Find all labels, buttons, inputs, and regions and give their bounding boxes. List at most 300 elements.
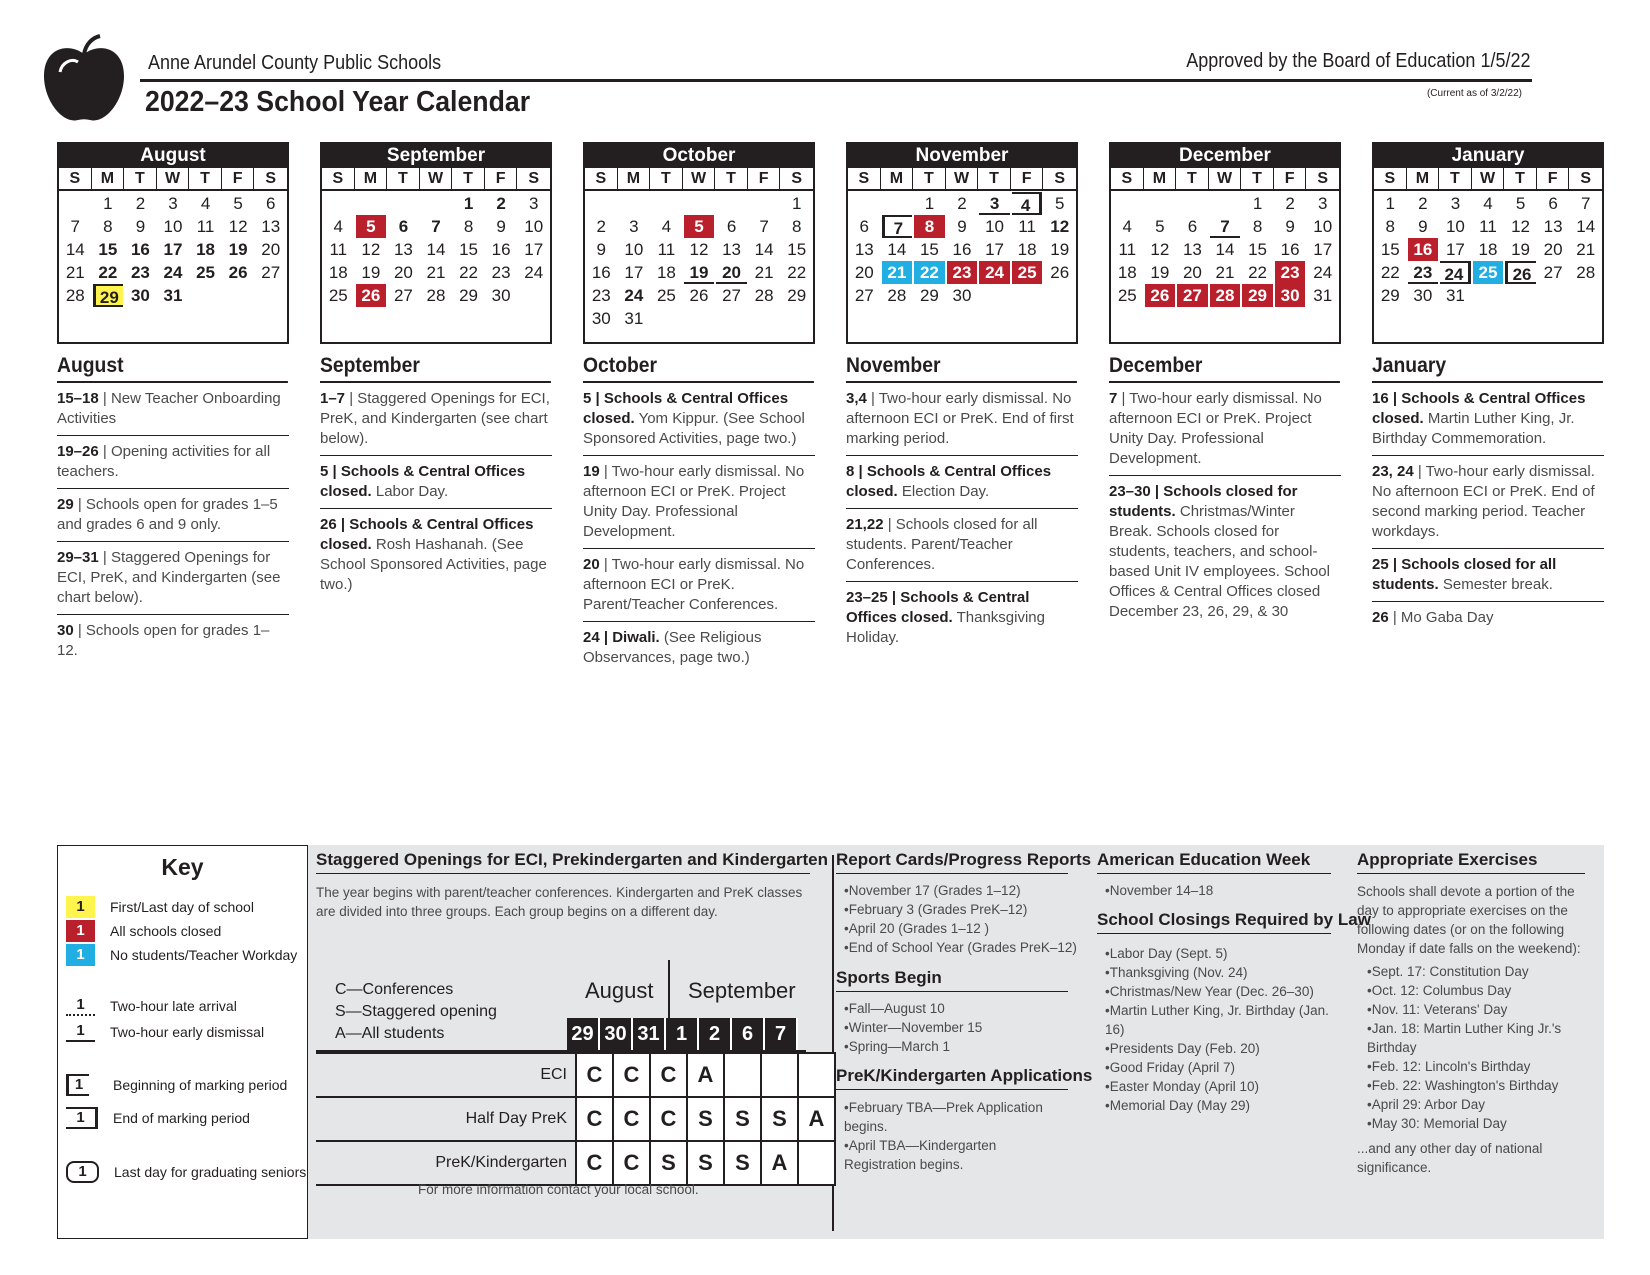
day-cell: 19 [1050,240,1070,259]
bullet-item: • Spring—March 1 [844,1037,982,1056]
bullet-item: • April TBA—Kindergarten Registration begins. [844,1136,1064,1174]
day-cell: 19 [361,263,381,282]
staggered-cell: C [576,1053,613,1097]
note-date: 21,22 [846,516,884,533]
empty-cell [421,192,452,215]
staggered-row [316,1053,835,1097]
day-cell: 4 [333,217,344,236]
month-calendar [846,142,1078,344]
day-cell: 5 [356,215,387,238]
note-item [583,622,815,674]
day-cell: 3 [168,194,178,213]
notes-month-title: January [1372,354,1603,383]
month-divider [668,960,670,1018]
dotted-underline-icon: 1 [66,996,95,1016]
note-text: Yom Kippur. (See School Sponsored Activities, page two.) [583,410,805,447]
weekday-header: T [913,168,946,191]
prek-apps-title: PreK/Kindergarten Applications [836,1066,1068,1090]
note-date: 3,4 [846,390,867,407]
day-cell: 18 [1017,240,1037,259]
day-cell: 14 [887,240,907,259]
note-item [1372,456,1604,549]
notes-column [1109,354,1341,628]
day-cell: 19 [684,261,715,284]
day-cell: 5 [1515,194,1526,213]
note-text: | Two-hour early dismissal. No afternoon ECI or PreK. Project Unity Day. Professional Development. [1109,390,1322,467]
day-cell: 15 [919,240,939,259]
note-item [583,383,815,456]
row-label: Half Day PreK [316,1097,576,1141]
note-date: 19–26 [57,443,99,460]
note-date: 20 [583,556,600,573]
day-cell: 28 [65,286,85,305]
current-as-of: (Current as of 3/2/22) [1426,88,1522,99]
notes-month-title: October [583,354,814,383]
month-calendar [1109,142,1341,344]
month-calendar [320,142,552,344]
staggered-day: 7 [765,1018,798,1050]
day-cell: 11 [1118,240,1137,259]
day-cell: 20 [393,263,413,282]
aew-list [1105,881,1213,900]
key-label: End of marking period [113,1110,250,1126]
weekday-header: S [322,168,355,191]
day-cell: 1 [1385,194,1396,213]
note-date: 30 [57,622,74,639]
note-text: | Staggered Openings for ECI, PreK, and Kindergarten (see chart below). [57,549,281,606]
staggered-cell: S [724,1097,761,1141]
day-cell: 28 [1576,263,1596,282]
closings-list [1105,944,1335,1115]
note-text: Semester break. [1438,576,1553,593]
aew-title: American Education Week [1097,850,1331,874]
key-swatch-blue: 1 [66,944,95,966]
day-cell: 9 [596,240,607,259]
note-date: 23–25 | Schools & Central Offices closed. [846,589,1030,626]
day-cell: 22 [98,263,118,282]
day-cell: 1 [791,194,802,213]
day-cell: 4 [1012,192,1043,215]
empty-cell [388,192,419,215]
day-cell: 29 [787,286,807,305]
day-cell: 20 [1543,240,1563,259]
notes-month-title: September [320,354,551,383]
bullet-item: • End of School Year (Grades PreK–12) [844,938,1077,957]
day-cell: 26 [1050,263,1070,282]
note-date: 8 | Schools & Central Offices closed. [846,463,1052,500]
empty-cell [716,192,747,215]
bullet-item: • February TBA—Prek Application begins. [844,1098,1064,1136]
key-first-last [66,896,254,918]
day-cell: 23 [130,263,150,282]
rounded-box-icon: 1 [66,1161,99,1183]
note-date: 7 [1109,390,1118,407]
notes-column [846,354,1078,654]
exercises-list [1367,962,1589,1133]
staggered-legend [335,979,497,1045]
day-cell: 2 [957,194,967,213]
report-cards-list [844,881,1077,957]
staggered-cell: C [576,1097,613,1141]
note-item [320,383,552,456]
day-cell: 30 [952,286,972,305]
weekday-header: W [683,168,716,191]
empty-cell [651,192,682,215]
day-cell: 12 [1511,217,1531,236]
day-cell: 25 [328,286,348,305]
weekday-header: T [124,168,157,191]
note-text: | Schools open for grades 1–5 and grades 6 and 9 only. [57,496,278,533]
staggered-day: 1 [666,1018,699,1050]
month-calendar [57,142,289,344]
day-cell: 5 [1054,194,1065,213]
exercises-desc: Schools shall devote a portion of the day to appropriate exercises on the following dates (or on the following Monday if date falls on the weekend): [1357,884,1581,956]
note-date: 23, 24 [1372,463,1414,480]
day-cell: 29 [1380,286,1400,305]
org-name: Anne Arundel County Public Schools [148,52,442,74]
day-cell: 6 [265,194,276,213]
day-cell: 25 [1473,261,1504,284]
day-cell: 31 [624,309,644,328]
day-cell: 10 [1313,217,1333,236]
staggered-cell: C [613,1141,650,1185]
day-cell: 19 [1150,263,1170,282]
notes-column [583,354,815,674]
underline-icon: 1 [66,1022,95,1042]
note-item [846,383,1078,456]
day-cell: 25 [1117,286,1137,305]
key-early-dismissal [66,1022,264,1042]
note-text: | Schools closed for all students. Parent/Teacher Conferences. [846,516,1038,573]
day-cell: 24 [524,263,544,282]
note-date: 23–30 | Schools closed for students. [1109,483,1298,520]
staggered-cell: A [798,1097,835,1141]
staggered-day: 30 [600,1018,633,1050]
day-cell: 1 [463,194,474,213]
day-cell: 29 [93,284,124,307]
weekday-header: T [189,168,222,191]
prek-apps-list [844,1098,1064,1174]
day-cell: 27 [1177,284,1208,307]
key-swatch-red: 1 [66,920,95,942]
staggered-cell: A [687,1053,724,1097]
weekday-header: M [881,168,914,191]
empty-cell [749,192,780,215]
weekday-header: F [1274,168,1307,191]
weekday-header: S [1374,168,1407,191]
day-cell: 25 [196,263,216,282]
bullet-item: • February 3 (Grades PreK–12) [844,900,1077,919]
bullet-item: • November 17 (Grades 1–12) [844,881,1077,900]
day-cell: 26 [1145,284,1176,307]
day-cell: 16 [491,240,511,259]
day-cell: 19 [1511,240,1531,259]
day-cell: 2 [135,194,146,213]
weekday-header: M [1407,168,1440,191]
notes-month-title: December [1109,354,1340,383]
staggered-footer: For more information contact your local school. [418,1182,699,1197]
weekday-header: T [387,168,420,191]
staggered-row [316,1141,835,1185]
day-cell: 15 [459,240,479,259]
day-cell: 12 [1050,217,1070,236]
bullet-item: • Presidents Day (Feb. 20) [1105,1039,1335,1058]
note-text: | Mo Gaba Day [1388,609,1494,626]
key-late-arrival [66,996,237,1016]
day-cell: 27 [722,286,742,305]
left-bracket-icon: 1 [66,1074,89,1096]
day-cell: 21 [426,263,446,282]
staggered-cell: S [724,1141,761,1185]
key-title: Key [161,854,204,880]
key-no-students [66,944,297,966]
staggered-day: 6 [732,1018,765,1050]
legend-conferences: C—Conferences [335,981,454,998]
bullet-item: • Winter—November 15 [844,1018,982,1037]
bullet-item: • April 29: Arbor Day [1367,1095,1589,1114]
weekday-header: W [1472,168,1505,191]
note-text: Election Day. [897,483,990,500]
staggered-table [316,1052,836,1186]
empty-cell [619,192,650,215]
staggered-cell: C [576,1141,613,1185]
note-item [57,383,289,436]
day-cell: 15 [787,240,807,259]
note-text: Rosh Hashanah. (See School Sponsored Activities, page two.) [320,536,547,593]
key-label: Beginning of marking period [113,1077,288,1093]
day-cell: 26 [228,263,248,282]
day-cell: 24 [624,286,644,305]
day-cell: 23 [491,263,511,282]
key-label: All schools closed [110,923,222,939]
approval-note: Approved by the Board of Education 1/5/22 [1185,50,1530,72]
day-cell: 8 [1252,217,1263,236]
day-cell: 10 [524,217,544,236]
apple-logo-icon [38,34,130,126]
staggered-desc: The year begins with parent/teacher conferences. Kindergarten and PreK classes are divided into three groups. Each group begins on a different day. [316,885,803,919]
note-text: | Two-hour early dismissal. No afternoon ECI or PreK. End of second marking period. Teacher workdays. [1372,463,1595,540]
day-cell: 3 [1450,194,1461,213]
note-date: 15–18 [57,390,99,407]
note-item [846,582,1078,654]
note-item [57,615,289,667]
day-cell: 18 [1117,263,1137,282]
weekday-header: S [517,168,550,191]
day-cell: 21 [1576,240,1596,259]
day-cell: 13 [261,217,281,236]
weekday-header: M [92,168,125,191]
weekday-header: T [1439,168,1472,191]
note-item [1372,549,1604,602]
day-cell: 20 [716,261,747,284]
empty-cell [1145,192,1176,215]
bullet-item: • November 14–18 [1105,881,1213,900]
day-cell: 2 [1285,194,1295,213]
legend-all-students: A—All students [335,1025,445,1042]
day-cell: 1 [103,194,113,213]
weekday-header: S [1306,168,1339,191]
day-cell: 8 [463,217,474,236]
day-cell: 17 [1313,240,1333,259]
day-cell: 3 [1317,194,1328,213]
note-item [1109,476,1341,628]
day-cell: 12 [361,240,381,259]
day-cell: 6 [726,217,737,236]
row-label: ECI [316,1053,576,1097]
note-date: 26 [1372,609,1389,626]
key-label: Two-hour late arrival [110,998,237,1014]
day-cell: 16 [1408,238,1439,261]
day-cell: 17 [163,240,183,259]
day-cell: 11 [657,240,676,259]
weekday-header: M [355,168,388,191]
bullet-item: • Memorial Day (May 29) [1105,1096,1335,1115]
day-cell: 13 [854,240,874,259]
note-date: 26 | Schools & Central Offices closed. [320,516,534,553]
day-cell: 15 [1248,240,1268,259]
day-cell: 30 [591,309,611,328]
note-text: Labor Day. [371,483,449,500]
day-cell: 28 [1210,284,1241,307]
bullet-item: • Sept. 17: Constitution Day [1367,962,1589,981]
note-item [57,489,289,542]
staggered-cell [761,1053,798,1097]
day-cell: 9 [135,217,146,236]
staggered-day: 31 [633,1018,666,1050]
note-date: 25 | Schools closed for all students. [1372,556,1557,593]
day-cell: 11 [1018,217,1036,236]
day-cell: 23 [947,261,978,284]
day-cell: 25 [1012,261,1043,284]
day-cell: 20 [854,263,874,282]
weekday-header: M [618,168,651,191]
day-cell: 21 [1215,263,1235,282]
day-cell: 7 [70,217,81,236]
weekday-header: F [485,168,518,191]
weekday-header: F [1011,168,1044,191]
day-cell: 2 [496,194,506,213]
day-cell: 5 [233,194,243,213]
day-cell: 22 [459,263,479,282]
day-cell: 10 [1445,217,1465,236]
weekday-header: S [1043,168,1076,191]
day-cell: 5 [1155,217,1165,236]
month-name: October [585,144,813,168]
day-cell: 6 [398,217,409,236]
day-cell: 6 [859,217,870,236]
day-cell: 14 [1576,217,1596,236]
staggered-cell: C [613,1097,650,1141]
day-cell: 10 [624,240,644,259]
bullet-item: • Oct. 12: Columbus Day [1367,981,1589,1000]
bullet-item: • Fall—August 10 [844,999,982,1018]
staggered-cell: A [761,1141,798,1185]
day-cell: 12 [689,240,709,259]
day-cell: 7 [759,217,769,236]
day-cell: 22 [1380,263,1400,282]
key-begin-mp [66,1074,287,1096]
sports-title: Sports Begin [836,968,1068,992]
day-cell: 18 [196,240,216,259]
day-cell: 16 [1280,240,1300,259]
bullet-item: • Thanksgiving (Nov. 24) [1105,963,1335,982]
day-cell: 26 [689,286,709,305]
note-text: | Opening activities for all teachers. [57,443,271,480]
day-cell: 9 [1285,217,1295,236]
day-cell: 13 [1543,217,1563,236]
day-cell: 11 [1479,217,1497,236]
weekday-header: T [650,168,683,191]
notes-month-title: November [846,354,1077,383]
note-item [1109,383,1341,476]
key-label: Two-hour early dismissal [110,1024,265,1040]
day-cell: 27 [261,263,281,282]
day-cell: 16 [952,240,972,259]
day-cell: 13 [393,240,413,259]
note-text: | New Teacher Onboarding Activities [57,390,281,427]
day-cell: 24 [1440,261,1471,284]
weekday-header: S [1569,168,1602,191]
weekday-header: M [1144,168,1177,191]
day-cell: 22 [787,263,807,282]
bullet-item: • May 30: Memorial Day [1367,1114,1589,1133]
day-cell: 10 [985,217,1005,236]
weekday-header: S [254,168,287,191]
day-cell: 27 [393,286,413,305]
exercises-footer: ...and any other day of national significance. [1357,1141,1543,1175]
note-date: 16 | Schools & Central Offices closed. [1372,390,1586,427]
right-bracket-icon: 1 [66,1107,98,1129]
day-cell: 21 [882,261,913,284]
note-text: Thanksgiving Holiday. [846,609,1045,646]
day-cell: 14 [426,240,446,259]
day-cell: 30 [130,286,150,305]
day-cell: 17 [1445,240,1465,259]
day-cell: 23 [1275,261,1306,284]
day-cell: 2 [596,217,607,236]
note-text: | Schools open for grades 1–12. [57,622,270,659]
staggered-aug-header: August [585,978,654,1003]
weekday-header: F [222,168,255,191]
weekday-header: S [780,168,813,191]
weekday-header: S [1111,168,1144,191]
day-cell: 4 [200,194,211,213]
day-cell: 26 [1505,261,1536,284]
day-cell: 14 [1215,240,1235,259]
exercises-title: Appropriate Exercises [1357,850,1585,874]
day-cell: 28 [426,286,446,305]
key-label: Last day for graduating seniors [114,1164,307,1180]
staggered-cell [724,1053,761,1097]
staggered-day: 2 [699,1018,732,1050]
day-cell: 25 [656,286,676,305]
day-cell: 5 [684,215,715,238]
staggered-cell [798,1053,835,1097]
month-calendar [1372,142,1604,344]
note-text: (See Religious Observances, page two.) [583,629,762,666]
day-cell: 9 [1418,217,1428,236]
key-closed [66,920,221,942]
bullet-item: • Nov. 11: Veterans' Day [1367,1000,1589,1019]
weekday-header: S [848,168,881,191]
day-cell: 8 [103,217,113,236]
legend-staggered: S—Staggered opening [335,1003,497,1020]
notes-column [320,354,552,601]
staggered-cell [798,1141,835,1185]
note-text: | Two-hour early dismissal. No afternoon ECI or PreK. Project Unity Day. Professional Development. [583,463,805,540]
note-item [583,549,815,622]
month-calendar [583,142,815,344]
